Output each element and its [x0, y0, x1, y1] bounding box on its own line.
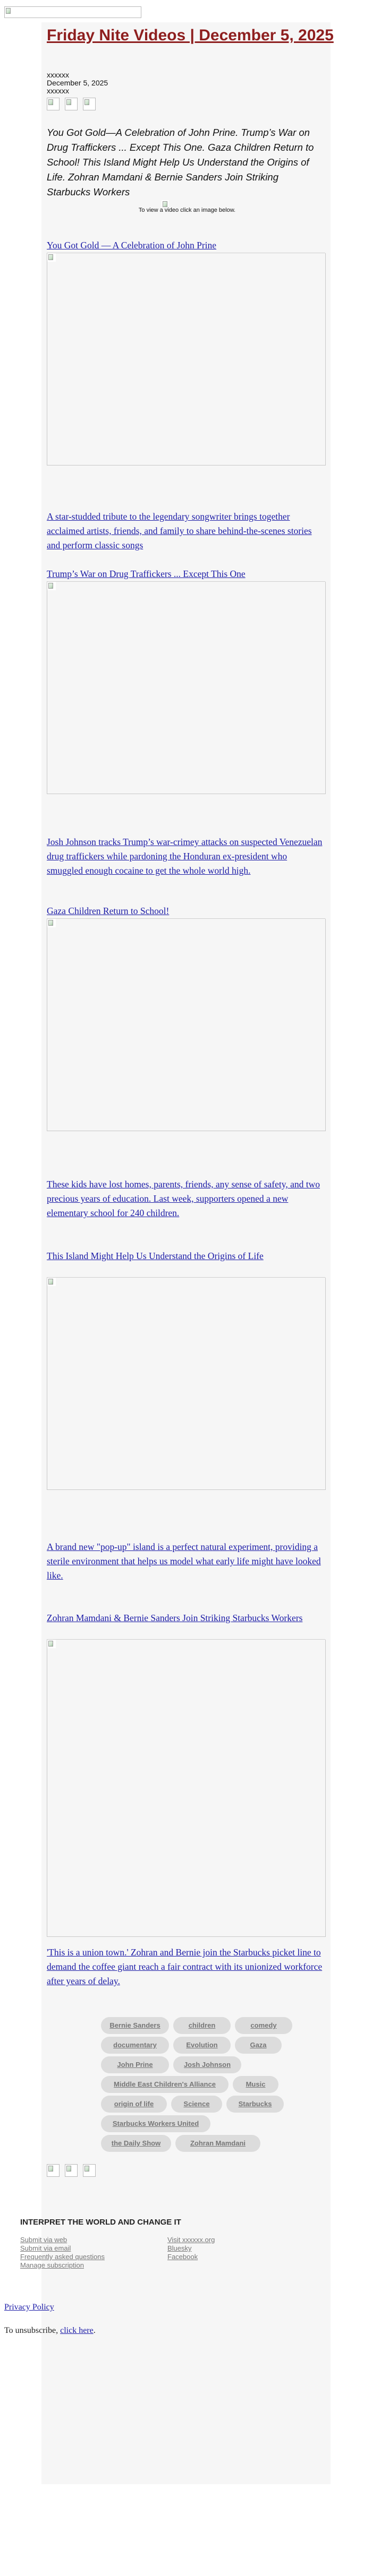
video-title-3[interactable]: Gaza Children Return to School!	[47, 906, 170, 916]
tag-pill[interactable]: Starbucks Workers United	[101, 2115, 210, 2132]
tag-pill[interactable]: Josh Johnson	[173, 2056, 241, 2073]
tag-pill[interactable]: the Daily Show	[101, 2135, 171, 2152]
video-note-image	[162, 200, 169, 206]
broken-image-icon	[47, 582, 56, 590]
share-icon[interactable]	[47, 2164, 60, 2177]
header-logo-image[interactable]	[4, 6, 141, 18]
video-thumbnail-1[interactable]	[47, 253, 326, 466]
broken-image-icon	[47, 253, 56, 262]
tag-pill[interactable]: Bernie Sanders	[101, 2017, 169, 2034]
tag-pill[interactable]: Middle East Children's Alliance	[101, 2076, 229, 2093]
video-description-1[interactable]: A star-studded tribute to the legendary songwriter brings together acclaimed artists, friends, and family to share behind-the-scenes stories and perform classic songs	[47, 511, 312, 550]
broken-image-icon	[47, 1640, 56, 1648]
tag-pill[interactable]: documentary	[101, 2037, 169, 2054]
video-description-5[interactable]: 'This is a union town.' Zohran and Bernie join the Starbucks picket line to demand the coffee giant reach a fair contract with its unionized workforce after years of delay.	[47, 1947, 323, 1986]
share-icon[interactable]	[65, 98, 78, 110]
video-thumbnail-2[interactable]	[47, 582, 326, 794]
social-share-top	[47, 98, 96, 110]
footer-link[interactable]: Visit xxxxxx.org	[167, 2236, 215, 2244]
meta-author: xxxxxx	[47, 71, 69, 79]
video-thumbnail-4[interactable]	[47, 1278, 326, 1490]
footer-link[interactable]: Manage subscription	[20, 2261, 84, 2269]
post-meta	[47, 71, 108, 95]
video-thumbnail-5[interactable]	[47, 1640, 326, 1937]
footer-link[interactable]: Bluesky	[167, 2244, 192, 2252]
video-note: To view a video click an image below.	[138, 207, 236, 213]
footer-link[interactable]: Submit via web	[20, 2236, 67, 2244]
video-thumbnail-3[interactable]	[47, 919, 326, 1131]
meta-date: December 5, 2025	[47, 79, 108, 87]
video-description-3[interactable]: These kids have lost homes, parents, friends, any sense of safety, and two precious years of education. Last week, supporters opened a new elementary school for 240 children.	[47, 1179, 320, 1218]
share-icon[interactable]	[47, 98, 60, 110]
unsubscribe-line	[4, 2326, 96, 2336]
tag-pill[interactable]: Gaza	[235, 2037, 282, 2054]
privacy-policy-link[interactable]: Privacy Policy	[4, 2303, 54, 2312]
tag-pill[interactable]: Starbucks	[226, 2096, 284, 2113]
video-title-5[interactable]: Zohran Mamdani & Bernie Sanders Join Striking Starbucks Workers	[47, 1613, 303, 1623]
video-title-2[interactable]: Trump’s War on Drug Traffickers ... Except This One	[47, 568, 246, 579]
video-description-2[interactable]: Josh Johnson tracks Trump’s war-crimey attacks on suspected Venezuelan drug traffickers while pardoning the Honduran ex-president who smuggled enough cocaine to get the whole world high.	[47, 837, 323, 876]
footer-link[interactable]: Submit via email	[20, 2244, 71, 2252]
video-title-1[interactable]: You Got Gold — A Celebration of John Prine	[47, 240, 217, 251]
video-title-4[interactable]: This Island Might Help Us Understand the Origins of Life	[47, 1251, 264, 1261]
share-icon[interactable]	[83, 98, 96, 110]
footer-link[interactable]: Facebook	[167, 2253, 198, 2261]
tag-pill[interactable]: Zohran Mamdani	[175, 2135, 260, 2152]
unsubscribe-text: To unsubscribe,	[4, 2326, 58, 2335]
social-share-bottom	[47, 2164, 96, 2177]
share-icon[interactable]	[65, 2164, 78, 2177]
tag-pill[interactable]: children	[173, 2017, 231, 2034]
unsubscribe-link[interactable]: click here	[60, 2326, 94, 2335]
intro-text: You Got Gold—A Celebration of John Prine. Trump’s War on Drug Traffickers ... Except This One. Gaza Children Return to School! This Island Might Help Us Understand the Origins of Life. Zohran Mamdani & Bernie Sanders Join Striking Starbucks Workers	[47, 127, 314, 197]
tag-pill[interactable]: origin of life	[101, 2096, 167, 2113]
footer-brand: INTERPRET THE WORLD AND CHANGE IT	[20, 2218, 181, 2227]
tag-pill[interactable]: comedy	[235, 2017, 292, 2034]
tag-pill[interactable]: Music	[233, 2076, 278, 2093]
share-icon[interactable]	[83, 2164, 96, 2177]
video-description-4[interactable]: A brand new "pop-up" island is a perfect natural experiment, providing a sterile environment that helps us model what early life might have looked like.	[47, 1541, 321, 1581]
tag-pill[interactable]: Science	[171, 2096, 222, 2113]
broken-image-icon	[47, 1278, 56, 1286]
unsubscribe-end: .	[93, 2326, 96, 2335]
tag-pill[interactable]: John Prine	[101, 2056, 169, 2073]
tag-pill[interactable]: Evolution	[173, 2037, 231, 2054]
footer-link[interactable]: Frequently asked questions	[20, 2253, 105, 2261]
meta-source: xxxxxx	[47, 87, 69, 95]
broken-image-icon	[47, 919, 56, 927]
page-title[interactable]: Friday Nite Videos | December 5, 2025	[47, 27, 334, 44]
